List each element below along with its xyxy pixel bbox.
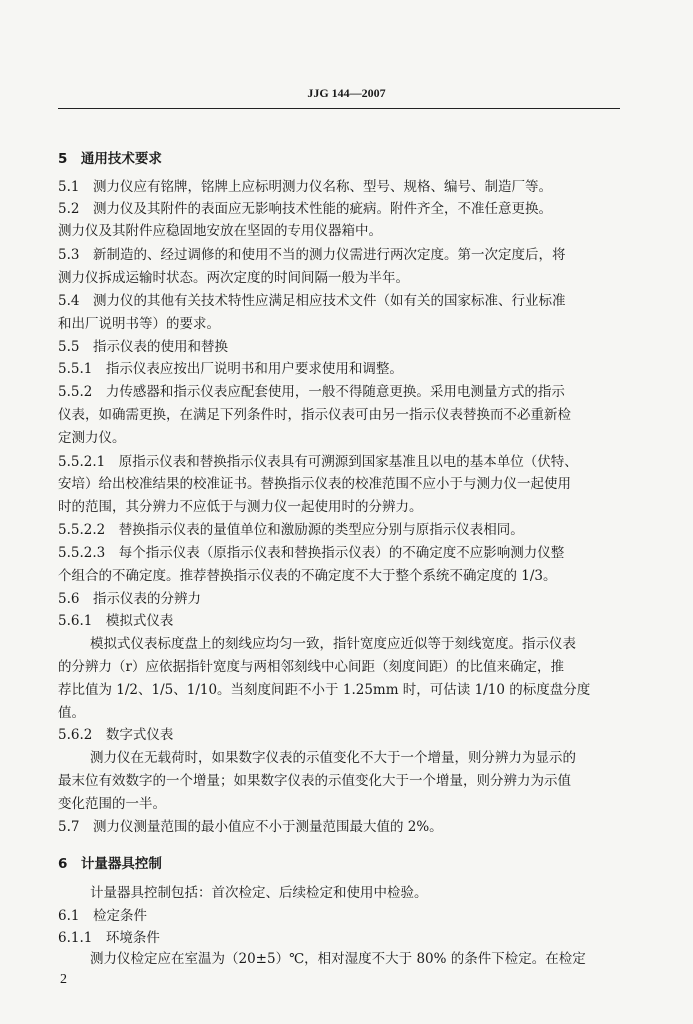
- text-line: 的分辨力（r）应依据指针宽度与两相邻刻线中心间距（刻度间距）的比值来确定，推: [58, 659, 564, 675]
- text-line: 测力仪及其附件应稳固地安放在坚固的专用仪器箱中。: [58, 223, 382, 239]
- section-6-heading: 6 计量器具控制: [58, 856, 162, 872]
- text-line: 5.2 测力仪及其附件的表面应无影响技术性能的疵病。附件齐全，不准任意更换。: [58, 201, 552, 217]
- text-line: 5.5.2 力传感器和指示仪表应配套使用，一般不得随意更换。采用电测量方式的指示: [58, 384, 565, 400]
- text-line: 测力仪拆成运输时状态。两次定度的时间间隔一般为半年。: [58, 270, 409, 286]
- subsection-heading: 5.6.1 模拟式仪表: [58, 613, 174, 629]
- text-line: 值。: [58, 705, 85, 721]
- subsection-heading: 6.1.1 环境条件: [58, 930, 160, 946]
- text-line: 计量器具控制包括：首次检定、后续检定和使用中检验。: [90, 885, 428, 901]
- text-line: 模拟式仪表标度盘上的刻线应均匀一致，指针宽度应近似等于刻线宽度。指示仪表: [90, 636, 576, 652]
- text-line: 5.3 新制造的、经过调修的和使用不当的测力仪需进行两次定度。第一次定度后，将: [58, 247, 566, 263]
- header-rule: [58, 108, 620, 109]
- text-line: 5.1 测力仪应有铭牌，铭牌上应标明测力仪名称、型号、规格、编号、制造厂等。: [58, 179, 552, 195]
- text-line: 安培）给出校准结果的校准证书。替换指示仪表的校准范围不应小于与测力仪一起使用: [58, 476, 571, 492]
- text-line: 荐比值为 1/2、1/5、1/10。当刻度间距不小于 1.25mm 时，可估读 1/10 的标度盘分度: [58, 682, 591, 698]
- text-line: 和出厂说明书等）的要求。: [58, 316, 220, 332]
- text-line: 5.5.2.3 每个指示仪表（原指示仪表和替换指示仪表）的不确定度不应影响测力仪整: [58, 545, 565, 561]
- text-line: 5.4 测力仪的其他有关技术特性应满足相应技术文件（如有关的国家标准、行业标准: [58, 293, 566, 309]
- text-line: 变化范围的一半。: [58, 796, 166, 812]
- subsection-heading: 5.6.2 数字式仪表: [58, 727, 174, 743]
- text-line: 5.5.2.2 替换指示仪表的量值单位和激励源的类型应分别与原指示仪表相同。: [58, 522, 524, 538]
- text-line: 最末位有效数字的一个增量；如果数字仪表的示值变化大于一个增量，则分辨力为示值: [58, 773, 571, 789]
- text-line: 仪表，如确需更换，在满足下列条件时，指示仪表可由另一指示仪表替换而不必重新检: [58, 407, 571, 423]
- text-line: 5.5.1 指示仪表应按出厂说明书和用户要求使用和调整。: [58, 361, 403, 377]
- text-line: 时的范围，其分辨力不应低于与测力仪一起使用时的分辨力。: [58, 499, 423, 515]
- running-header: JJG 144—2007: [307, 86, 386, 100]
- section-5-heading: 5 通用技术要求: [58, 151, 162, 167]
- subsection-heading: 5.6 指示仪表的分辨力: [58, 591, 201, 607]
- page-number: 2: [60, 972, 67, 987]
- subsection-heading: 5.5 指示仪表的使用和替换: [58, 339, 228, 355]
- text-line: 个组合的不确定度。推荐替换指示仪表的不确定度不大于整个系统不确定度的 1/3。: [58, 568, 557, 584]
- text-line: 5.7 测力仪测量范围的最小值应不小于测量范围最大值的 2%。: [58, 819, 443, 835]
- text-line: 5.5.2.1 原指示仪表和替换指示仪表具有可溯源到国家基准且以电的基本单位（伏特、: [58, 454, 578, 470]
- text-line: 测力仪在无载荷时，如果数字仪表的示值变化不大于一个增量，则分辨力为显示的: [90, 750, 576, 766]
- text-line: 定测力仪。: [58, 430, 126, 446]
- text-line: 测力仪检定应在室温为（20±5）℃，相对湿度不大于 80% 的条件下检定。在检定: [90, 951, 586, 967]
- subsection-heading: 6.1 检定条件: [58, 908, 147, 924]
